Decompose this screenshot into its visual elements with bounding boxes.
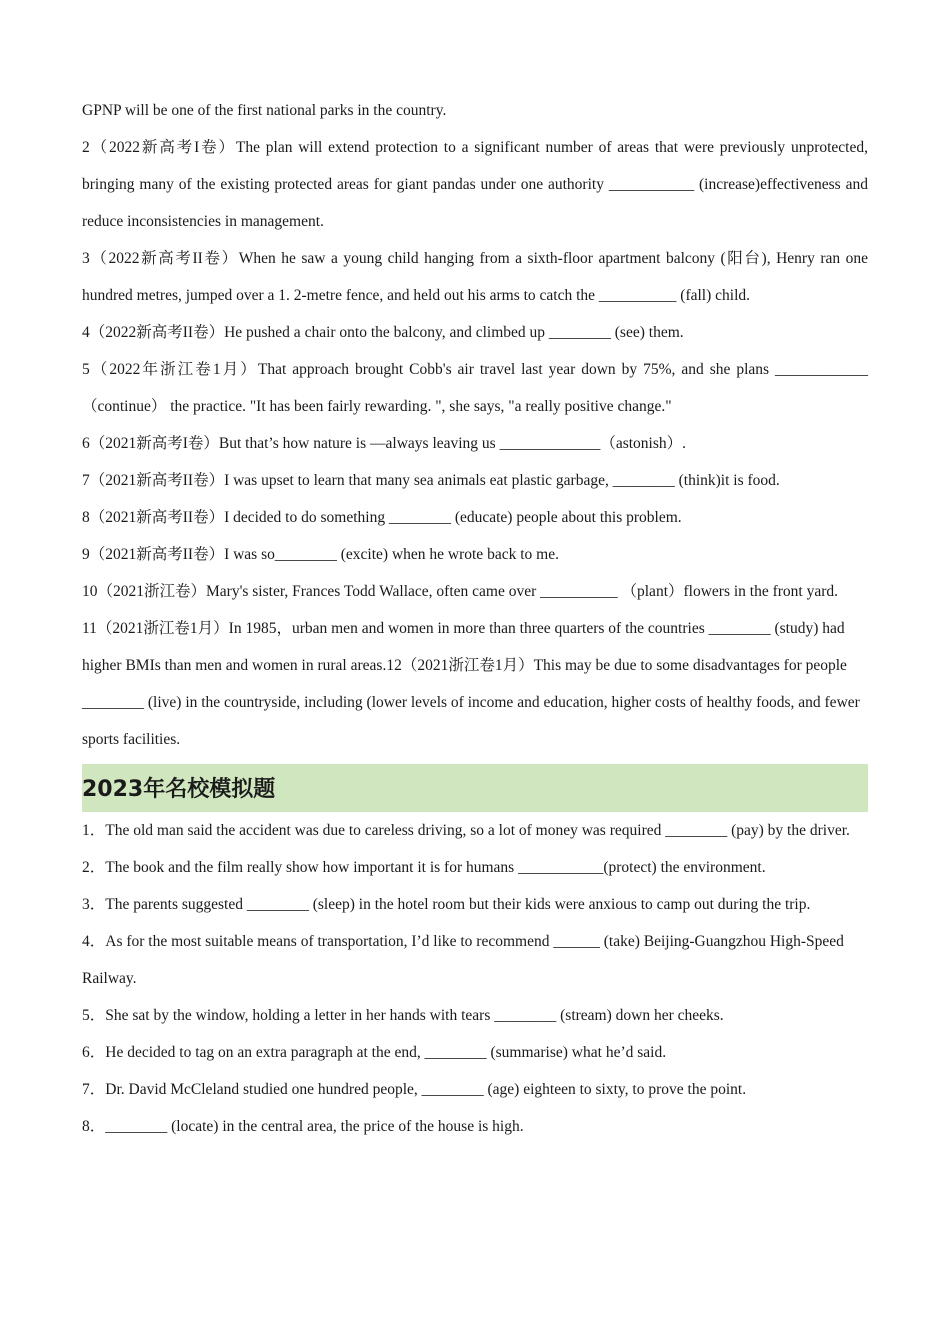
question-2022-1: 2（2022新高考I卷）The plan will extend protection to a significant number of areas that were previously unprotected, bringing many of the existing protected areas for giant pandas under one authority ___________ (increase)effectiveness and reduce inconsistencies in management. xyxy=(82,139,868,230)
question-2021-10: 10（2021浙江卷）Mary's sister, Frances Todd Wallace, often came over __________ （plant）flowers in the front yard. xyxy=(82,583,839,600)
question-2021-7: 7（2021新高考II卷）I was upset to learn that many sea animals eat plastic garbage, ________ (think)it is food. xyxy=(82,472,780,489)
section-heading xyxy=(82,764,868,812)
question-2021-8: 8（2021新高考II卷）I decided to do something ________ (educate) people about this problem. xyxy=(82,509,682,526)
question-2021-9: 9（2021新高考II卷）I was so________ (excite) when he wrote back to me. xyxy=(82,546,559,563)
question-2022-3: 3（2022新高考II卷）When he saw a young child hanging from a sixth-floor apartment balcony (阳台), Henry ran one hundred metres, jumped over a 1. 2-metre fence, and held out his arms to catch the __________ (fall) child. xyxy=(82,250,868,304)
question-2022-5: 5（2022年浙江卷1月）That approach brought Cobb's air travel last year down by 75%, and she plans ____________（continue） the practice. "It has been fairly rewarding. ", she says, "a really positive change." xyxy=(82,361,868,415)
sim-question-1: 1．The old man said the accident was due to careless driving, so a lot of money was required ________ (pay) by the driver. xyxy=(82,822,850,839)
sim-question-2: 2．The book and the film really show how important it is for humans ___________(protect) the environment. xyxy=(82,859,766,876)
question-2021-11-12: 11（2021浙江卷1月）In 1985，urban men and women in more than three quarters of the countries ________ (study) had higher BMIs than men and women in rural areas.12（2021浙江卷1月）This may be due to some disadvantages for people ________ (live) in the countryside, including (lower levels of income and education, higher costs of healthy foods, and fewer sports facilities. xyxy=(82,620,860,748)
sim-question-6: 6．He decided to tag on an extra paragraph at the end, ________ (summarise) what he’d said. xyxy=(82,1044,667,1061)
sim-question-5: 5．She sat by the window, holding a letter in her hands with tears ________ (stream) down her cheeks. xyxy=(82,1007,724,1024)
sim-question-3: 3．The parents suggested ________ (sleep) in the hotel room but their kids were anxious to camp out during the trip. xyxy=(82,896,811,913)
sim-question-8: 8．________ (locate) in the central area, the price of the house is high. xyxy=(82,1118,524,1135)
question-2022-4: 4（2022新高考II卷）He pushed a chair onto the balcony, and climbed up ________ (see) them. xyxy=(82,324,684,341)
sim-question-4: 4．As for the most suitable means of transportation, I’d like to recommend ______ (take) Beijing-Guangzhou High-Speed Railway. xyxy=(82,933,844,987)
sim-question-7: 7．Dr. David McCleland studied one hundred people, ________ (age) eighteen to sixty, to prove the point. xyxy=(82,1081,747,1098)
text-line: GPNP will be one of the first national parks in the country. xyxy=(82,102,447,119)
section-title: 2023年名校模拟题 xyxy=(82,777,276,802)
document-content xyxy=(82,92,868,1145)
question-2021-6: 6（2021新高考I卷）But that’s how nature is —always leaving us _____________（astonish）. xyxy=(82,435,687,452)
